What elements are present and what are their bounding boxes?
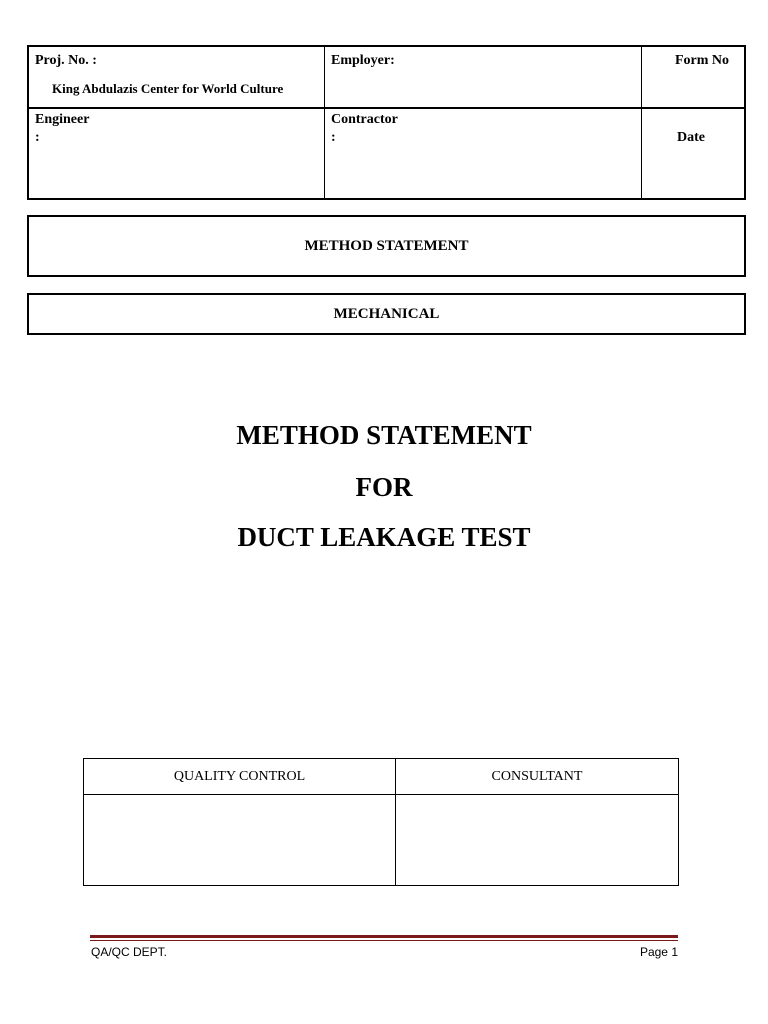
discipline-box bbox=[27, 293, 746, 335]
project-name: King Abdulazis Center for World Culture bbox=[52, 81, 284, 96]
doc-type-box bbox=[27, 215, 746, 277]
title-line-3: DUCT LEAKAGE TEST bbox=[237, 522, 531, 552]
footer-rule-thin bbox=[90, 940, 678, 941]
consultant-header: CONSULTANT bbox=[491, 768, 583, 784]
title-line-2: FOR bbox=[355, 472, 413, 502]
title-line-1: METHOD STATEMENT bbox=[236, 420, 532, 450]
contractor-colon: : bbox=[331, 130, 336, 145]
contractor-label: Contractor bbox=[331, 112, 398, 127]
approval-table bbox=[83, 758, 679, 886]
date-label: Date bbox=[677, 130, 705, 145]
header-col-divider-1 bbox=[324, 47, 325, 198]
footer-dept: QA/QC DEPT. bbox=[91, 945, 168, 959]
engineer-label: Engineer bbox=[35, 112, 90, 127]
form-no-label: Form No bbox=[675, 53, 730, 68]
engineer-colon: : bbox=[35, 130, 40, 145]
footer-rule-thick bbox=[90, 935, 678, 938]
header-table bbox=[27, 45, 746, 200]
proj-no-label: Proj. No. : bbox=[35, 53, 97, 68]
discipline-text: MECHANICAL bbox=[333, 305, 440, 322]
doc-type-text: METHOD STATEMENT bbox=[304, 237, 469, 254]
employer-label: Employer: bbox=[331, 53, 395, 68]
footer-page-number: Page 1 bbox=[639, 945, 678, 959]
header-col-divider-2 bbox=[641, 47, 642, 198]
header-row-divider bbox=[29, 107, 744, 109]
approval-row-divider bbox=[84, 794, 678, 795]
quality-control-header: QUALITY CONTROL bbox=[173, 768, 306, 784]
